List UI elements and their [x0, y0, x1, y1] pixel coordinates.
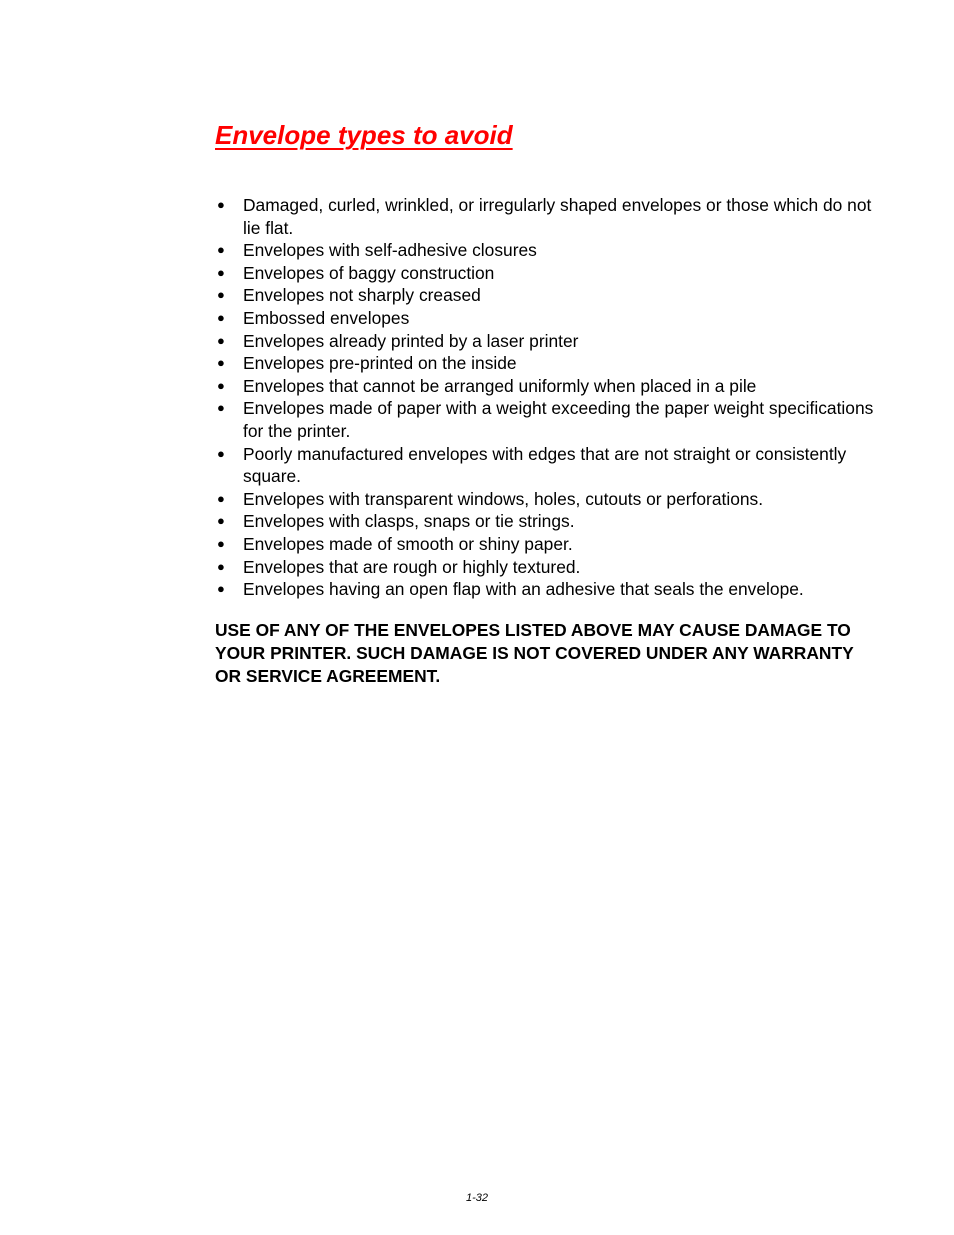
list-item-text: Envelopes that are rough or highly textured. — [243, 556, 581, 577]
warning-notice: USE OF ANY OF THE ENVELOPES LISTED ABOVE MAY CAUSE DAMAGE TO YOUR PRINTER. SUCH DAMAGE IS NOT COVERED UNDER ANY WARRANTY OR SERVICE AGREEMENT. — [215, 620, 854, 686]
envelope-avoid-list — [215, 194, 875, 601]
list-item-text: Envelopes with clasps, snaps or tie strings. — [243, 511, 575, 532]
bullet-icon: ● — [217, 513, 225, 529]
list-item — [215, 352, 875, 375]
bullet-icon: ● — [217, 309, 225, 325]
list-item — [215, 556, 875, 579]
list-item-text: Envelopes already printed by a laser printer — [243, 330, 579, 351]
list-item-text: Envelopes not sharply creased — [243, 285, 481, 306]
list-item-text: Envelopes that cannot be arranged uniformly when placed in a pile — [243, 375, 757, 396]
bullet-icon: ● — [217, 400, 225, 416]
bullet-icon: ● — [217, 581, 225, 597]
list-item-text: Embossed envelopes — [243, 307, 410, 328]
bullet-icon: ● — [217, 377, 225, 393]
list-item-text: Envelopes pre-printed on the inside — [243, 353, 517, 374]
list-item — [215, 262, 875, 285]
page-number: 1-32 — [465, 1192, 489, 1204]
bullet-icon: ● — [217, 535, 225, 551]
bullet-icon: ● — [217, 197, 225, 212]
section-title: Envelope types to avoid — [215, 120, 513, 150]
bullet-icon: ● — [217, 332, 225, 348]
list-item-text: Envelopes of baggy construction — [243, 262, 495, 283]
list-item — [215, 397, 875, 442]
list-item — [215, 510, 875, 533]
list-item-text: Damaged, curled, wrinkled, or irregularly shaped envelopes or those which do not lie flat. — [243, 195, 872, 238]
list-item-text: Envelopes having an open flap with an adhesive that seals the envelope. — [243, 579, 804, 600]
bullet-icon: ● — [217, 287, 225, 303]
list-item-text: Envelopes with transparent windows, holes, cutouts or perforations. — [243, 488, 764, 509]
list-item — [215, 194, 875, 239]
list-item — [215, 488, 875, 511]
list-item — [215, 330, 875, 353]
bullet-icon: ● — [217, 264, 225, 280]
list-item-text: Envelopes with self-adhesive closures — [243, 240, 537, 261]
list-item — [215, 375, 875, 398]
bullet-icon: ● — [217, 490, 225, 506]
list-item — [215, 284, 875, 307]
list-item — [215, 533, 875, 556]
bullet-icon: ● — [217, 355, 225, 371]
list-item — [215, 239, 875, 262]
list-item — [215, 307, 875, 330]
list-item-text: Envelopes made of smooth or shiny paper. — [243, 533, 573, 554]
list-item — [215, 443, 875, 488]
bullet-icon: ● — [217, 242, 225, 258]
list-item-text: Envelopes made of paper with a weight exceeding the paper weight specifications for the printer. — [243, 398, 874, 441]
bullet-icon: ● — [217, 558, 225, 574]
bullet-icon: ● — [217, 445, 225, 461]
list-item-text: Poorly manufactured envelopes with edges that are not straight or consistently square. — [243, 443, 847, 487]
list-item — [215, 578, 875, 601]
